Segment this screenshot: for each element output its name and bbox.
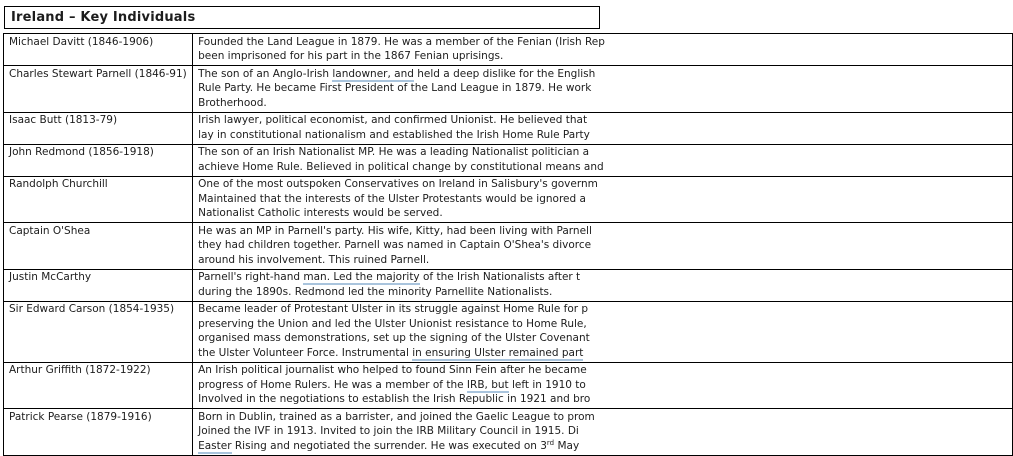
individual-description-cell (193, 112, 1013, 144)
description-line: The son of an Anglo-Irish landowner, and held a deep dislike for the English (198, 67, 596, 80)
grammar-flagged-text: in ensuring Ulster remained part (412, 346, 584, 359)
description-line: One of the most outspoken Conservatives on Ireland in Salisbury's governm (198, 178, 598, 190)
individuals-table-body (4, 34, 1013, 456)
description-line: Founded the Land League in 1879. He was a member of the Fenian (Irish Rep (198, 35, 605, 48)
individual-name-cell: Michael Davitt (1846-1906) (4, 34, 193, 66)
description-line: been imprisoned for his part in the 1867 Fenian uprisings. (198, 50, 504, 62)
description-line: the Ulster Volunteer Force. Instrumental in ensuring Ulster remained part (198, 346, 584, 359)
table-row (4, 409, 1013, 456)
individual-name-cell: Sir Edward Carson (1854-1935) (4, 301, 193, 362)
individual-description-cell (193, 144, 1013, 176)
description-line: organised mass demonstrations, set up the signing of the Ulster Covenant (198, 332, 590, 344)
individual-name-cell: Charles Stewart Parnell (1846-91) (4, 66, 193, 113)
description-line: around his involvement. This ruined Parnell. (198, 253, 430, 266)
individual-description-cell (193, 223, 1013, 270)
individual-name-cell: John Redmond (1856-1918) (4, 144, 193, 176)
individual-description-cell (193, 34, 1013, 66)
individual-description-cell (193, 176, 1013, 223)
individuals-table (3, 33, 1013, 456)
description-line: during the 1890s. Redmond led the minority Parnellite Nationalists. (198, 285, 553, 298)
grammar-flagged-text: IRB, but (466, 378, 509, 391)
description-line: Joined the IVF in 1913. Invited to join the IRB Military Council in 1915. Di (198, 425, 579, 437)
table-row (4, 269, 1013, 301)
individual-name-cell: Justin McCarthy (4, 269, 193, 301)
description-line: Easter Rising and negotiated the surrender. He was executed on 3rd May (198, 438, 580, 452)
title-box (4, 6, 600, 29)
description-line: they had children together. Parnell was named in Captain O'Shea's divorce (198, 239, 592, 251)
description-line: An Irish political journalist who helped to found Sinn Fein after he became (198, 364, 587, 376)
description-line: Became leader of Protestant Ulster in its struggle against Home Rule for p (198, 303, 589, 315)
description-line: progress of Home Rulers. He was a member of the IRB, but left in 1910 to (198, 378, 586, 391)
description-line: lay in constitutional nationalism and established the Irish Home Rule Party (198, 128, 590, 141)
grammar-flagged-text: man. Led the majority (303, 271, 420, 283)
description-line: Involved in the negotiations to establish the Irish Republic in 1921 and bro (198, 393, 591, 405)
table-row (4, 112, 1013, 144)
page-title: Ireland – Key Individuals (11, 10, 196, 25)
individual-name-cell: Randolph Churchill (4, 176, 193, 223)
description-line: Irish lawyer, political economist, and confirmed Unionist. He believed that (198, 114, 588, 126)
table-row (4, 362, 1013, 409)
description-line: Brotherhood. (198, 96, 267, 109)
table-row (4, 144, 1013, 176)
individual-description-cell (193, 269, 1013, 301)
description-line: Nationalist Catholic interests would be served. (198, 207, 443, 219)
table-viewport (3, 33, 605, 452)
individual-description-cell (193, 362, 1013, 409)
individual-name-cell: Arthur Griffith (1872-1922) (4, 362, 193, 409)
description-line: He was an MP in Parnell's party. His wife, Kitty, had been living with Parnell (198, 224, 592, 237)
individual-description-cell (193, 301, 1013, 362)
table-row (4, 66, 1013, 113)
description-line: preserving the Union and led the Ulster Unionist resistance to Home Rule, (198, 317, 587, 330)
individual-description-cell (193, 66, 1013, 113)
table-row (4, 176, 1013, 223)
table-row (4, 301, 1013, 362)
description-line: achieve Home Rule. Believed in political change by constitutional means and (198, 160, 604, 173)
description-line: Maintained that the interests of the Ulster Protestants would be ignored a (198, 192, 586, 205)
grammar-flagged-text: Easter (198, 439, 232, 452)
description-line: Born in Dublin, trained as a barrister, and joined the Gaelic League to prom (198, 410, 595, 423)
description-line: Rule Party. He became First President of the Land League in 1879. He work (198, 82, 592, 94)
individual-name-cell: Isaac Butt (1813-79) (4, 112, 193, 144)
description-line: The son of an Irish Nationalist MP. He was a leading Nationalist politician a (198, 146, 590, 158)
individual-description-cell (193, 409, 1013, 456)
description-line: Parnell's right-hand man. Led the majority of the Irish Nationalists after t (198, 271, 581, 283)
grammar-flagged-text: landowner, and (332, 67, 414, 80)
individual-name-cell: Captain O'Shea (4, 223, 193, 270)
individual-name-cell: Patrick Pearse (1879-1916) (4, 409, 193, 456)
table-row (4, 34, 1013, 66)
table-row (4, 223, 1013, 270)
